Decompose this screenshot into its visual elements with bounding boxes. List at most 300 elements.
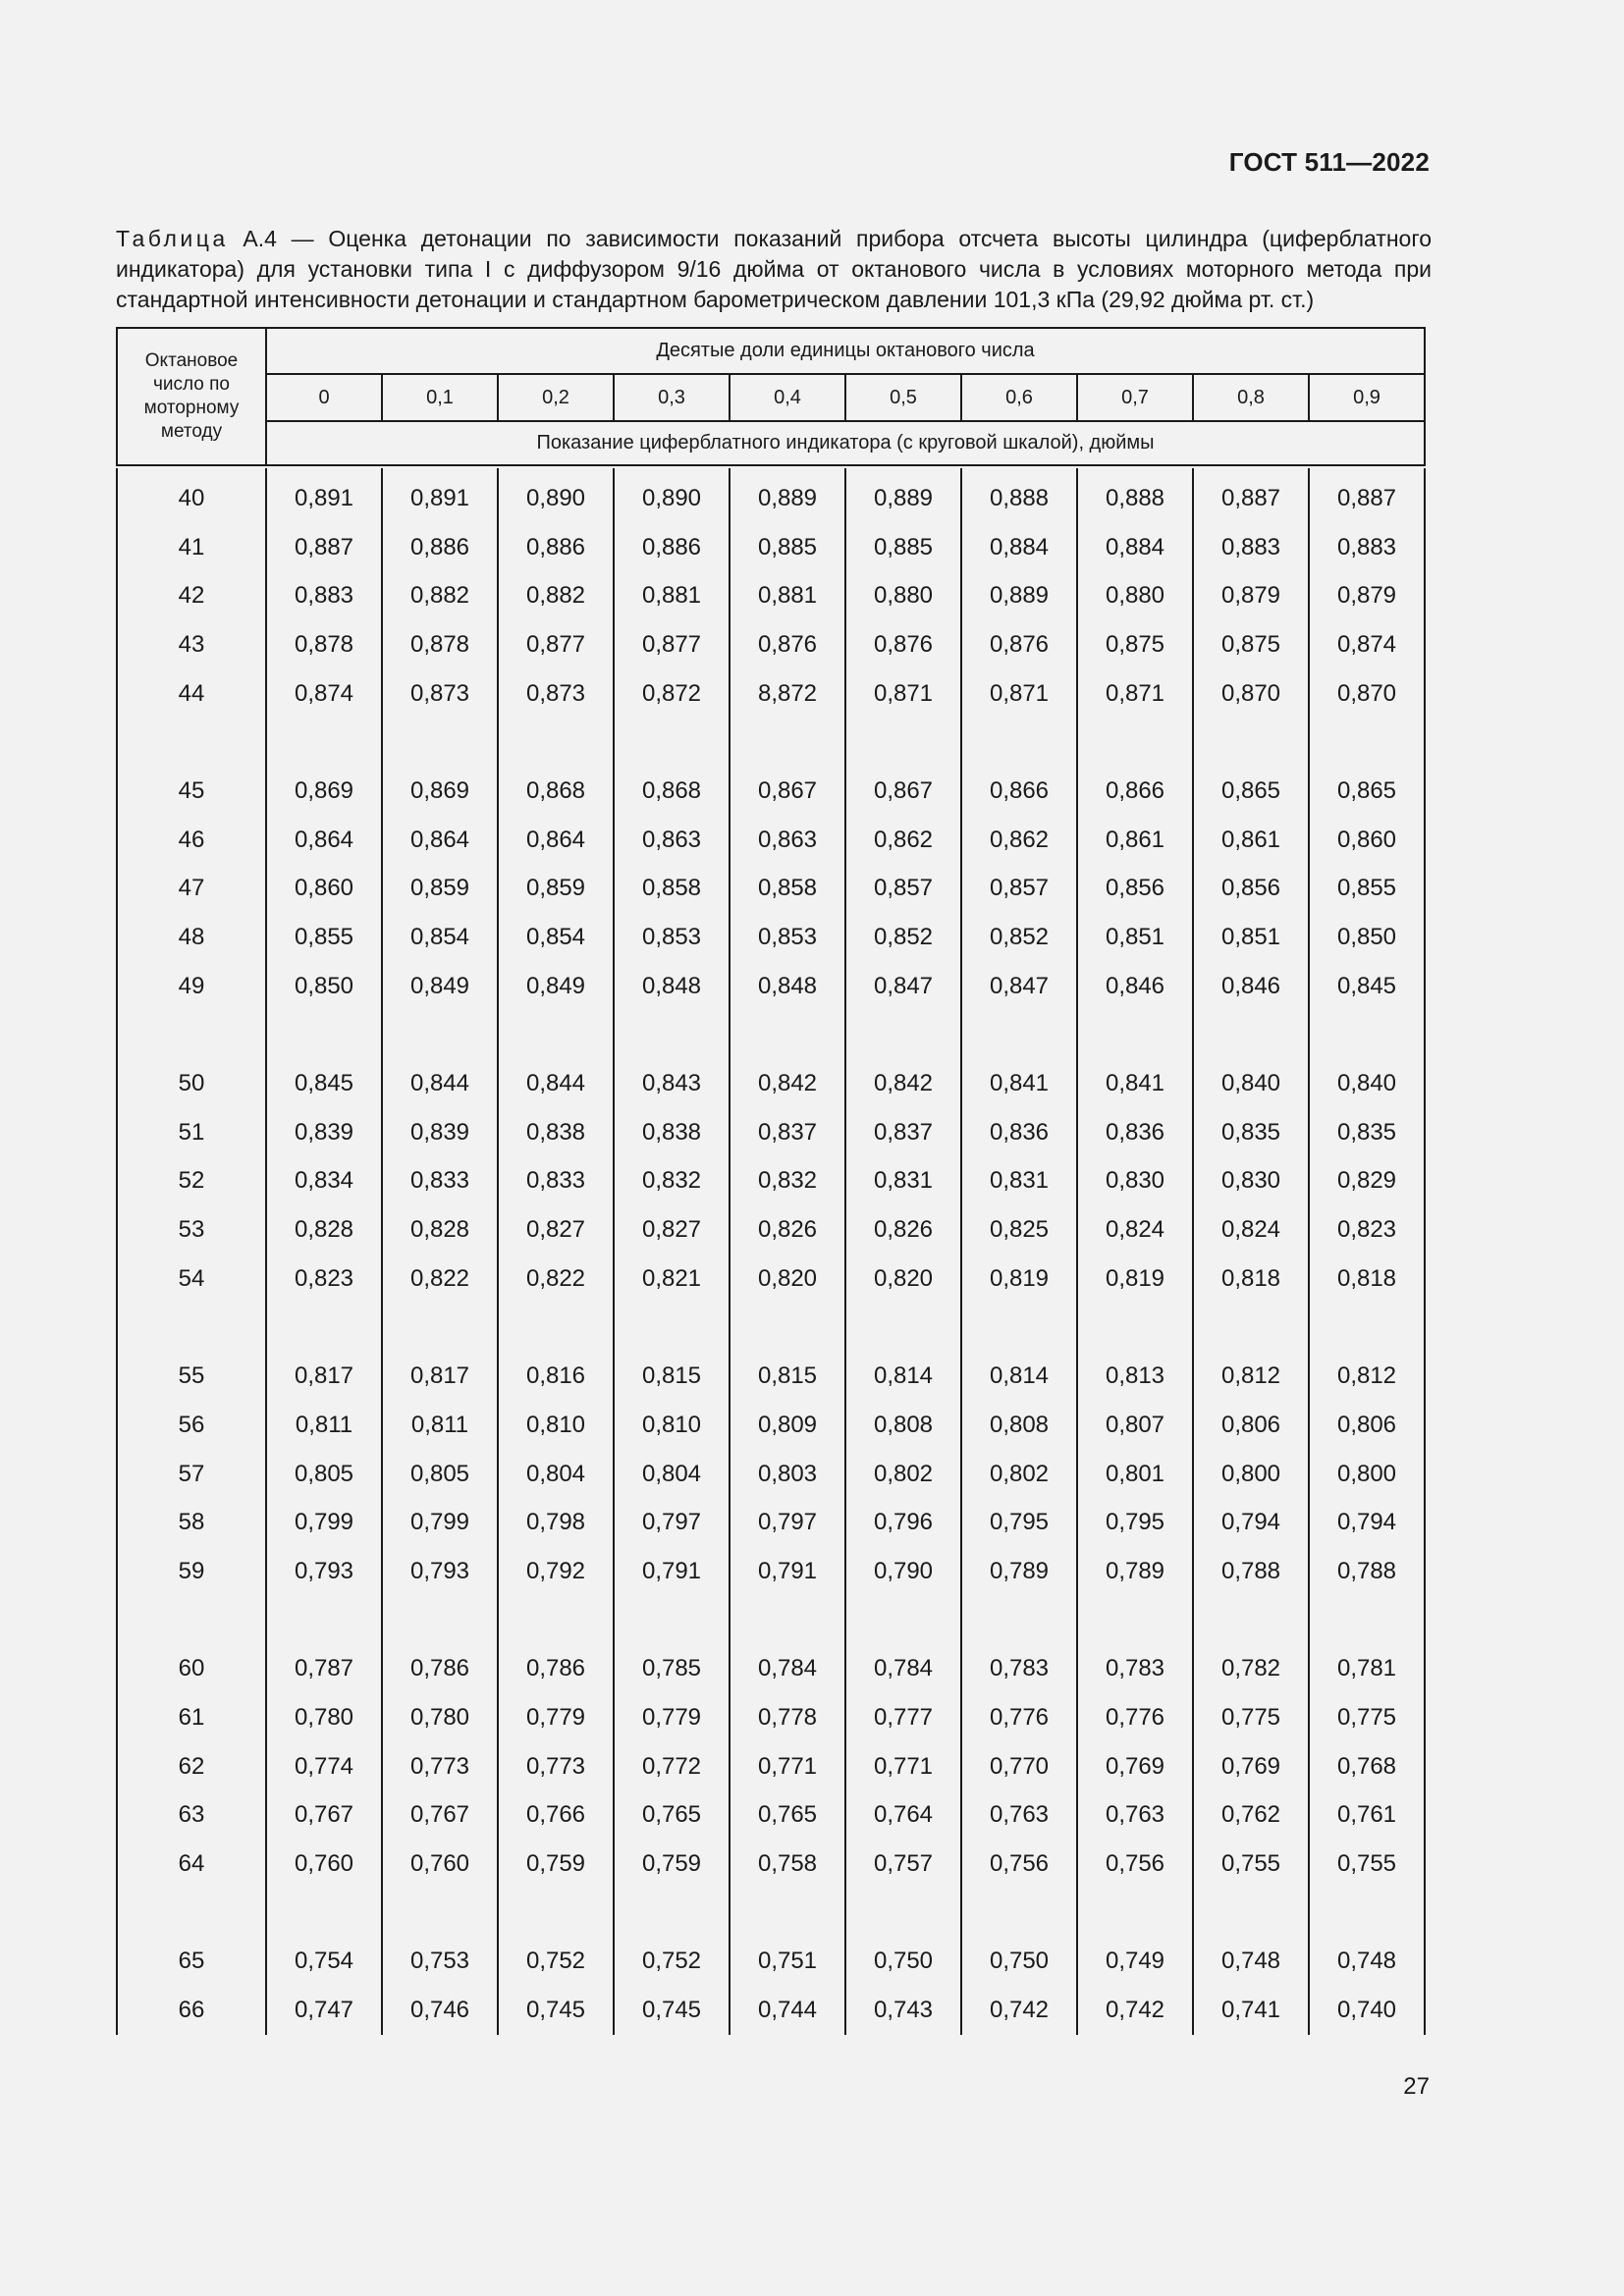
reading-cell: 0,891: [266, 468, 382, 523]
reading-cell: 0,859: [382, 865, 498, 914]
reading-cell: 0,882: [382, 571, 498, 620]
table-row: [117, 1450, 1425, 1499]
reading-cell: 0,867: [730, 767, 845, 816]
reading-cell: 0,781: [1309, 1645, 1425, 1694]
reading-cell: 0,828: [266, 1205, 382, 1255]
octane-number-cell: 65: [117, 1938, 266, 1987]
document-code: ГОСТ 511—2022: [1228, 147, 1430, 177]
reading-cell: 0,780: [266, 1693, 382, 1742]
reading-cell: 0,803: [730, 1450, 845, 1499]
reading-cell: 0,889: [845, 468, 961, 523]
reading-cell: 0,860: [266, 865, 382, 914]
reading-cell: 0,787: [266, 1645, 382, 1694]
reading-cell: 0,860: [1309, 816, 1425, 865]
reading-cell: 0,759: [614, 1840, 730, 1889]
empty-cell: [1193, 1889, 1309, 1938]
octane-number-cell: 57: [117, 1450, 266, 1499]
fraction-header: Десятые доли единицы октанового числа: [266, 328, 1425, 374]
reading-cell: 0,790: [845, 1547, 961, 1596]
reading-cell: 0,856: [1193, 865, 1309, 914]
reading-cell: 0,772: [614, 1742, 730, 1791]
reading-cell: 0,850: [1309, 913, 1425, 962]
octane-number-cell: 54: [117, 1255, 266, 1304]
octane-number-cell: 61: [117, 1693, 266, 1742]
reading-cell: 0,763: [961, 1791, 1077, 1841]
reading-cell: 0,868: [498, 767, 614, 816]
reading-cell: 0,804: [614, 1450, 730, 1499]
empty-cell: [614, 718, 730, 767]
reading-cell: 0,752: [614, 1938, 730, 1987]
reading-cell: 0,802: [961, 1450, 1077, 1499]
reading-cell: 0,869: [382, 767, 498, 816]
empty-cell: [961, 718, 1077, 767]
reading-cell: 0,791: [614, 1547, 730, 1596]
table-caption-label: Таблица: [116, 226, 229, 251]
reading-cell: 0,819: [961, 1255, 1077, 1304]
reading-cell: 0,775: [1193, 1693, 1309, 1742]
reading-cell: 0,846: [1193, 962, 1309, 1011]
reading-cell: 0,855: [1309, 865, 1425, 914]
octane-number-cell: 63: [117, 1791, 266, 1841]
empty-cell: [1077, 1304, 1193, 1353]
reading-cell: 0,800: [1193, 1450, 1309, 1499]
empty-cell: [1309, 1304, 1425, 1353]
table-row: [117, 620, 1425, 669]
reading-cell: 0,831: [845, 1157, 961, 1206]
octane-number-cell: 59: [117, 1547, 266, 1596]
reading-cell: 0,855: [266, 913, 382, 962]
reading-cell: 0,844: [382, 1059, 498, 1108]
reading-cell: 0,881: [614, 571, 730, 620]
reading-cell: 0,881: [730, 571, 845, 620]
reading-cell: 0,811: [382, 1401, 498, 1450]
table-row: [117, 1840, 1425, 1889]
table-header: [117, 328, 1425, 468]
reading-cell: 0,771: [730, 1742, 845, 1791]
table-row: [117, 1742, 1425, 1791]
reading-cell: 0,789: [1077, 1547, 1193, 1596]
reading-cell: 0,880: [845, 571, 961, 620]
table-row: [117, 1498, 1425, 1547]
empty-cell: [1309, 1889, 1425, 1938]
reading-cell: 0,765: [614, 1791, 730, 1841]
reading-cell: 0,889: [961, 571, 1077, 620]
table-row: [117, 1108, 1425, 1157]
octane-number-cell: 41: [117, 523, 266, 572]
reading-cell: 0,792: [498, 1547, 614, 1596]
reading-cell: 0,794: [1193, 1498, 1309, 1547]
reading-cell: 0,867: [845, 767, 961, 816]
unit-header: Показание циферблатного индикатора (с круговой шкалой), дюймы: [266, 421, 1425, 465]
reading-cell: 0,807: [1077, 1401, 1193, 1450]
reading-cell: 0,763: [1077, 1791, 1193, 1841]
empty-cell: [845, 1596, 961, 1645]
table-row: [117, 1986, 1425, 2035]
reading-cell: 0,747: [266, 1986, 382, 2035]
reading-cell: 0,846: [1077, 962, 1193, 1011]
group-spacer-row: [117, 1889, 1425, 1938]
octane-number-cell: 55: [117, 1352, 266, 1401]
table-row: [117, 1205, 1425, 1255]
empty-cell: [961, 1596, 1077, 1645]
reading-cell: 0,837: [845, 1108, 961, 1157]
reading-cell: 0,788: [1309, 1547, 1425, 1596]
reading-cell: 0,786: [382, 1645, 498, 1694]
reading-cell: 0,862: [961, 816, 1077, 865]
group-spacer-row: [117, 718, 1425, 767]
empty-cell: [730, 718, 845, 767]
reading-cell: 0,842: [730, 1059, 845, 1108]
reading-cell: 0,817: [382, 1352, 498, 1401]
reading-cell: 0,798: [498, 1498, 614, 1547]
empty-cell: [730, 1304, 845, 1353]
reading-cell: 0,883: [1193, 523, 1309, 572]
empty-cell: [1077, 718, 1193, 767]
empty-cell: [961, 1011, 1077, 1060]
reading-cell: 0,874: [1309, 620, 1425, 669]
octane-number-cell: 40: [117, 468, 266, 523]
fraction-column-header: 0,6: [961, 374, 1077, 421]
reading-cell: 0,845: [266, 1059, 382, 1108]
empty-cell: [382, 718, 498, 767]
table-caption-text: А.4 — Оценка детонации по зависимости показаний прибора отсчета высоты цилиндра (циферблатного индикатора) для установки типа I с диффузором 9/16 дюйма от октанового числа в условиях моторного метода при стандартной интенсивности детонации и стандартном барометрическом давлении 101,3 кПа (29,92 дюйма рт. ст.): [116, 226, 1432, 312]
reading-cell: 0,873: [382, 669, 498, 719]
empty-cell: [845, 1889, 961, 1938]
reading-cell: 0,788: [1193, 1547, 1309, 1596]
reading-cell: 0,818: [1309, 1255, 1425, 1304]
reading-cell: 0,847: [845, 962, 961, 1011]
reading-cell: 0,804: [498, 1450, 614, 1499]
reading-cell: 0,827: [614, 1205, 730, 1255]
table-row: [117, 523, 1425, 572]
empty-cell: [730, 1889, 845, 1938]
reading-cell: 0,845: [1309, 962, 1425, 1011]
reading-cell: 0,844: [498, 1059, 614, 1108]
reading-cell: 0,782: [1193, 1645, 1309, 1694]
table-row: [117, 913, 1425, 962]
reading-cell: 0,795: [1077, 1498, 1193, 1547]
reading-cell: 0,756: [1077, 1840, 1193, 1889]
reading-cell: 0,809: [730, 1401, 845, 1450]
table-row: [117, 1352, 1425, 1401]
empty-cell: [382, 1889, 498, 1938]
empty-cell: [730, 1596, 845, 1645]
empty-cell: [382, 1011, 498, 1060]
reading-cell: 0,801: [1077, 1450, 1193, 1499]
reading-cell: 0,826: [730, 1205, 845, 1255]
reading-cell: 0,828: [382, 1205, 498, 1255]
octane-number-cell: 60: [117, 1645, 266, 1694]
reading-cell: 0,810: [498, 1401, 614, 1450]
fraction-column-header: 0: [266, 374, 382, 421]
reading-cell: 0,758: [730, 1840, 845, 1889]
reading-cell: 0,857: [961, 865, 1077, 914]
reading-cell: 0,784: [730, 1645, 845, 1694]
reading-cell: 0,750: [961, 1938, 1077, 1987]
table-row: [117, 1693, 1425, 1742]
reading-cell: 0,789: [961, 1547, 1077, 1596]
empty-cell: [845, 1304, 961, 1353]
reading-cell: 0,886: [614, 523, 730, 572]
reading-cell: 0,884: [961, 523, 1077, 572]
empty-cell: [498, 1304, 614, 1353]
reading-cell: 0,826: [845, 1205, 961, 1255]
reading-cell: 0,885: [845, 523, 961, 572]
empty-cell: [961, 1304, 1077, 1353]
octane-number-cell: 43: [117, 620, 266, 669]
empty-cell: [266, 1011, 382, 1060]
reading-cell: 0,853: [730, 913, 845, 962]
empty-cell: [266, 1596, 382, 1645]
reading-cell: 0,870: [1309, 669, 1425, 719]
reading-cell: 0,810: [614, 1401, 730, 1450]
reading-cell: 0,745: [498, 1986, 614, 2035]
reading-cell: 0,786: [498, 1645, 614, 1694]
reading-cell: 0,769: [1193, 1742, 1309, 1791]
reading-cell: 0,841: [961, 1059, 1077, 1108]
reading-cell: 0,769: [1077, 1742, 1193, 1791]
reading-cell: 0,889: [730, 468, 845, 523]
table-row: [117, 865, 1425, 914]
empty-cell: [498, 718, 614, 767]
reading-cell: 0,871: [845, 669, 961, 719]
table-row: [117, 1401, 1425, 1450]
reading-cell: 0,777: [845, 1693, 961, 1742]
octane-number-cell: 64: [117, 1840, 266, 1889]
reading-cell: 0,756: [961, 1840, 1077, 1889]
reading-cell: 0,876: [730, 620, 845, 669]
empty-cell: [1309, 718, 1425, 767]
reading-cell: 0,879: [1309, 571, 1425, 620]
reading-cell: 0,824: [1193, 1205, 1309, 1255]
reading-cell: 0,875: [1193, 620, 1309, 669]
empty-cell: [498, 1889, 614, 1938]
reading-cell: 0,752: [498, 1938, 614, 1987]
reading-cell: 0,835: [1193, 1108, 1309, 1157]
reading-cell: 0,813: [1077, 1352, 1193, 1401]
reading-cell: 0,755: [1309, 1840, 1425, 1889]
reading-cell: 0,862: [845, 816, 961, 865]
reading-cell: 0,766: [498, 1791, 614, 1841]
reading-cell: 0,891: [382, 468, 498, 523]
reading-cell: 0,883: [1309, 523, 1425, 572]
reading-cell: 0,869: [266, 767, 382, 816]
table-row: [117, 1547, 1425, 1596]
fraction-column-header: 0,2: [498, 374, 614, 421]
reading-cell: 0,841: [1077, 1059, 1193, 1108]
reading-cell: 0,839: [382, 1108, 498, 1157]
table-row: [117, 1255, 1425, 1304]
empty-cell: [117, 718, 266, 767]
reading-cell: 0,821: [614, 1255, 730, 1304]
reading-cell: 0,822: [382, 1255, 498, 1304]
reading-cell: 0,805: [382, 1450, 498, 1499]
reading-cell: 0,742: [961, 1986, 1077, 2035]
reading-cell: 0,888: [1077, 468, 1193, 523]
reading-cell: 0,833: [382, 1157, 498, 1206]
reading-cell: 0,785: [614, 1645, 730, 1694]
reading-cell: 0,748: [1309, 1938, 1425, 1987]
reading-cell: 0,848: [730, 962, 845, 1011]
empty-cell: [117, 1889, 266, 1938]
reading-cell: 0,865: [1193, 767, 1309, 816]
reading-cell: 0,837: [730, 1108, 845, 1157]
reading-cell: 0,784: [845, 1645, 961, 1694]
empty-cell: [961, 1889, 1077, 1938]
octane-number-cell: 46: [117, 816, 266, 865]
reading-cell: 0,835: [1309, 1108, 1425, 1157]
reading-cell: 0,746: [382, 1986, 498, 2035]
reading-cell: 0,759: [498, 1840, 614, 1889]
empty-cell: [1077, 1889, 1193, 1938]
reading-cell: 0,802: [845, 1450, 961, 1499]
reading-cell: 0,820: [730, 1255, 845, 1304]
empty-cell: [1309, 1596, 1425, 1645]
table-caption: [116, 224, 1432, 315]
octane-number-column-header: Октановое число по моторному методу: [117, 328, 266, 465]
reading-cell: 0,863: [730, 816, 845, 865]
fraction-column-header: 0,8: [1193, 374, 1309, 421]
reading-cell: 0,839: [266, 1108, 382, 1157]
empty-cell: [266, 718, 382, 767]
empty-cell: [730, 1011, 845, 1060]
reading-cell: 0,870: [1193, 669, 1309, 719]
empty-cell: [117, 1596, 266, 1645]
reading-cell: 0,755: [1193, 1840, 1309, 1889]
reading-cell: 0,749: [1077, 1938, 1193, 1987]
empty-cell: [498, 1011, 614, 1060]
table-body: [117, 468, 1425, 2035]
empty-cell: [117, 1304, 266, 1353]
reading-cell: 0,751: [730, 1938, 845, 1987]
reading-cell: 0,824: [1077, 1205, 1193, 1255]
reading-cell: 0,806: [1309, 1401, 1425, 1450]
fraction-column-header: 0,3: [614, 374, 730, 421]
reading-cell: 0,773: [382, 1742, 498, 1791]
reading-cell: 0,745: [614, 1986, 730, 2035]
reading-cell: 0,859: [498, 865, 614, 914]
empty-cell: [266, 1889, 382, 1938]
reading-cell: 0,767: [266, 1791, 382, 1841]
empty-cell: [382, 1596, 498, 1645]
fraction-column-header: 0,1: [382, 374, 498, 421]
table-row: [117, 468, 1425, 523]
reading-cell: 0,750: [845, 1938, 961, 1987]
reading-cell: 0,854: [498, 913, 614, 962]
empty-cell: [614, 1304, 730, 1353]
reading-cell: 0,833: [498, 1157, 614, 1206]
group-spacer-row: [117, 1011, 1425, 1060]
reading-cell: 0,847: [961, 962, 1077, 1011]
reading-cell: 0,754: [266, 1938, 382, 1987]
table-row: [117, 816, 1425, 865]
reading-cell: 0,742: [1077, 1986, 1193, 2035]
reading-cell: 0,875: [1077, 620, 1193, 669]
reading-cell: 0,843: [614, 1059, 730, 1108]
reading-cell: 0,863: [614, 816, 730, 865]
table-row: [117, 571, 1425, 620]
octane-number-cell: 62: [117, 1742, 266, 1791]
reading-cell: 0,795: [961, 1498, 1077, 1547]
reading-cell: 0,776: [961, 1693, 1077, 1742]
fraction-column-header: 0,4: [730, 374, 845, 421]
reading-cell: 0,797: [614, 1498, 730, 1547]
table-row: [117, 1059, 1425, 1108]
page-number: 27: [1403, 2073, 1430, 2100]
octane-number-cell: 45: [117, 767, 266, 816]
empty-cell: [614, 1011, 730, 1060]
reading-cell: 0,817: [266, 1352, 382, 1401]
table-row: [117, 767, 1425, 816]
reading-cell: 0,849: [382, 962, 498, 1011]
reading-cell: 0,806: [1193, 1401, 1309, 1450]
reading-cell: 0,848: [614, 962, 730, 1011]
reading-cell: 0,757: [845, 1840, 961, 1889]
reading-cell: 0,760: [266, 1840, 382, 1889]
reading-cell: 0,808: [961, 1401, 1077, 1450]
reading-cell: 0,832: [614, 1157, 730, 1206]
reading-cell: 0,858: [614, 865, 730, 914]
reading-cell: 0,800: [1309, 1450, 1425, 1499]
reading-cell: 0,854: [382, 913, 498, 962]
reading-cell: 0,836: [961, 1108, 1077, 1157]
reading-cell: 0,762: [1193, 1791, 1309, 1841]
reading-cell: 0,876: [961, 620, 1077, 669]
reading-cell: 0,864: [266, 816, 382, 865]
octane-number-cell: 52: [117, 1157, 266, 1206]
reading-cell: 0,871: [1077, 669, 1193, 719]
reading-cell: 0,805: [266, 1450, 382, 1499]
empty-cell: [1077, 1011, 1193, 1060]
reading-cell: 0,868: [614, 767, 730, 816]
reading-cell: 0,864: [498, 816, 614, 865]
empty-cell: [382, 1304, 498, 1353]
reading-cell: 0,814: [961, 1352, 1077, 1401]
reading-cell: 0,743: [845, 1986, 961, 2035]
empty-cell: [1193, 1596, 1309, 1645]
empty-cell: [1193, 1011, 1309, 1060]
reading-cell: 0,812: [1193, 1352, 1309, 1401]
reading-cell: 0,818: [1193, 1255, 1309, 1304]
octane-number-cell: 50: [117, 1059, 266, 1108]
fraction-column-header: 0,9: [1309, 374, 1425, 421]
reading-cell: 0,849: [498, 962, 614, 1011]
reading-cell: 0,791: [730, 1547, 845, 1596]
octane-number-cell: 48: [117, 913, 266, 962]
reading-cell: 0,815: [614, 1352, 730, 1401]
reading-cell: 0,799: [266, 1498, 382, 1547]
reading-cell: 0,741: [1193, 1986, 1309, 2035]
reading-cell: 0,872: [614, 669, 730, 719]
reading-cell: 0,840: [1309, 1059, 1425, 1108]
reading-cell: 0,748: [1193, 1938, 1309, 1987]
reading-cell: 0,774: [266, 1742, 382, 1791]
reading-cell: 0,890: [498, 468, 614, 523]
fraction-columns-row: [117, 374, 1425, 421]
empty-cell: [1193, 718, 1309, 767]
reading-cell: 0,838: [498, 1108, 614, 1157]
reading-cell: 0,783: [961, 1645, 1077, 1694]
reading-cell: 0,775: [1309, 1693, 1425, 1742]
reading-cell: 0,793: [266, 1547, 382, 1596]
empty-cell: [845, 1011, 961, 1060]
table-row: [117, 1938, 1425, 1987]
octane-number-cell: 66: [117, 1986, 266, 2035]
reading-cell: 0,890: [614, 468, 730, 523]
reading-cell: 0,876: [845, 620, 961, 669]
reading-cell: 0,834: [266, 1157, 382, 1206]
reading-cell: 0,829: [1309, 1157, 1425, 1206]
